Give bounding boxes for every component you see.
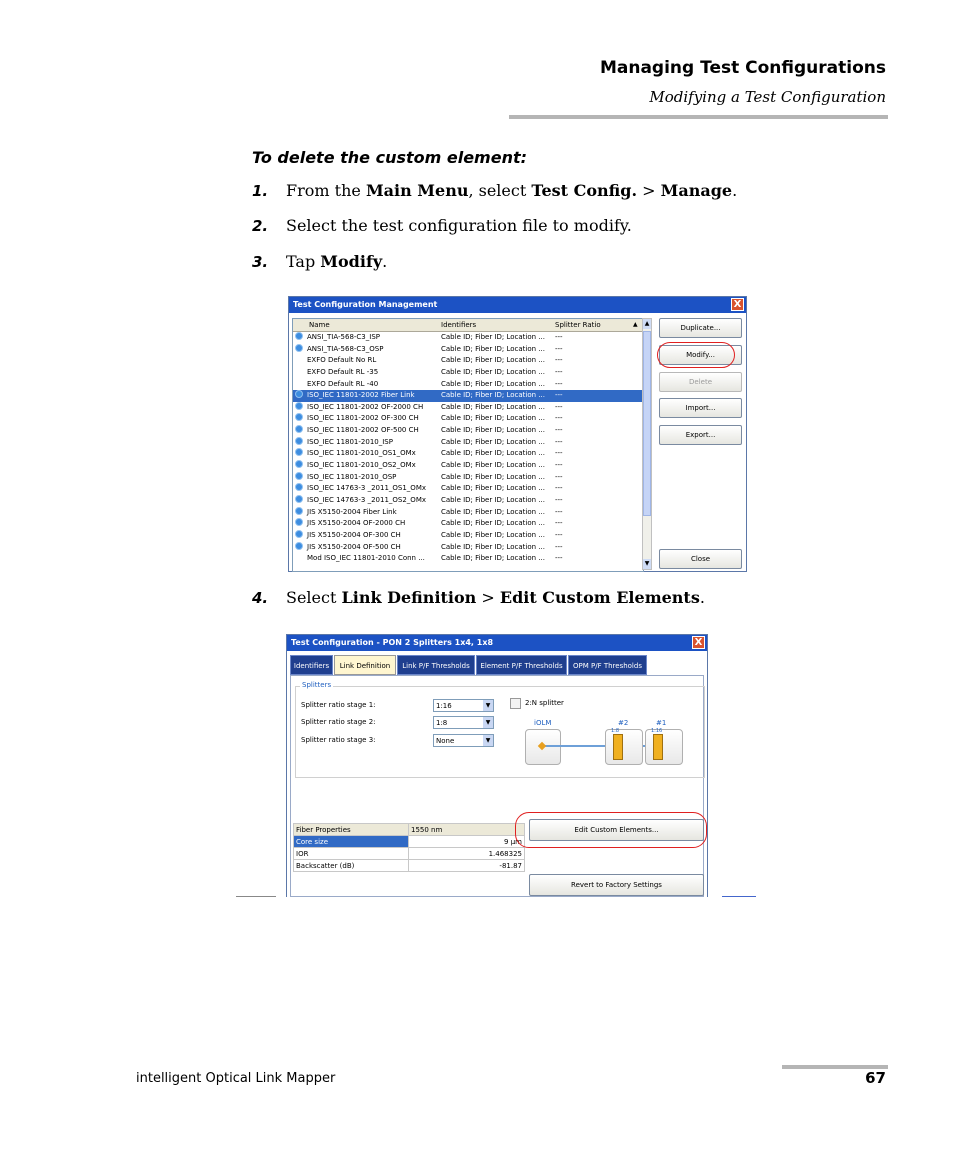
config-file-icon: [295, 542, 303, 550]
step-1: [252, 181, 772, 203]
chevron-down-icon: ▼: [483, 700, 493, 711]
table-row[interactable]: [294, 848, 525, 860]
config-file-icon: [295, 483, 303, 491]
page-header-title: Managing Test Configurations: [599, 58, 886, 78]
table-cell: Backscatter (dB): [294, 860, 409, 872]
step-number: 2.: [252, 217, 269, 235]
config-file-icon: [295, 530, 303, 538]
list-item[interactable]: [293, 355, 643, 367]
list-cell-name: ISO_IEC 11801-2002 OF-2000 CH: [307, 402, 424, 411]
list-cell-ratio: ---: [555, 402, 563, 411]
list-cell-ratio: ---: [555, 484, 563, 493]
group-label: Splitters: [302, 681, 332, 689]
list-cell-ids: Cable ID; Fiber ID; Location ...: [441, 542, 545, 551]
list-cell-name: EXFO Default RL -35: [307, 367, 379, 376]
list-cell-name: ISO_IEC 14763-3 _2011_OS2_OMx: [307, 495, 427, 504]
window-title-bar: Test Configuration Management X: [289, 297, 746, 313]
test-config-management-window: [288, 296, 747, 572]
list-cell-ids: Cable ID; Fiber ID; Location ...: [441, 402, 545, 411]
config-file-icon: [295, 437, 303, 445]
list-cell-ratio: ---: [555, 391, 563, 400]
duplicate-button[interactable]: Duplicate...: [659, 318, 742, 338]
fiber-properties-table: [293, 823, 525, 872]
close-icon[interactable]: X: [731, 298, 744, 311]
test-configuration-window: [286, 634, 708, 897]
list-item[interactable]: [293, 402, 643, 414]
two-n-splitter-label: 2:N splitter: [525, 699, 564, 707]
list-item[interactable]: [293, 553, 643, 565]
list-item[interactable]: [293, 425, 643, 437]
tab-opm-pf-thresholds[interactable]: OPM P/F Thresholds: [568, 655, 647, 675]
list-cell-name: ISO_IEC 11801-2002 OF-300 CH: [307, 414, 419, 423]
import-button[interactable]: Import...: [659, 398, 742, 418]
list-cell-ids: Cable ID; Fiber ID; Location ...: [441, 449, 545, 458]
step-number: 1.: [252, 182, 269, 200]
table-row[interactable]: [294, 836, 525, 848]
list-cell-name: ISO_IEC 11801-2002 Fiber Link: [307, 391, 415, 400]
splitters-group: [295, 681, 705, 778]
list-cell-ratio: ---: [555, 367, 563, 376]
iolm-label: iOLM: [534, 719, 552, 727]
list-cell-name: EXFO Default RL -40: [307, 379, 379, 388]
stage1-label: Splitter ratio stage 1:: [301, 701, 376, 709]
page-number: 67: [865, 1069, 886, 1087]
list-cell-ratio: ---: [555, 461, 563, 470]
list-scrollbar[interactable]: [642, 318, 652, 570]
stage2-select[interactable]: 1:8 ▼: [433, 716, 494, 729]
tab-link-pf-thresholds[interactable]: Link P/F Thresholds: [397, 655, 475, 675]
splitter-2-label: #2: [618, 719, 629, 727]
list-cell-ratio: ---: [555, 542, 563, 551]
list-cell-ratio: ---: [555, 333, 563, 341]
list-cell-name: ISO_IEC 11801-2010_OS1_OMx: [307, 449, 416, 458]
table-cell[interactable]: 1.468325: [409, 848, 525, 860]
list-item[interactable]: [293, 460, 643, 472]
list-cell-ratio: ---: [555, 495, 563, 504]
list-cell-name: ANSI_TIA-568-C3_ISP: [307, 333, 380, 341]
chevron-down-icon: ▼: [483, 735, 493, 746]
list-rows: [293, 332, 643, 565]
list-cell-ids: Cable ID; Fiber ID; Location ...: [441, 472, 545, 481]
list-item[interactable]: [293, 530, 643, 542]
header-rule: [509, 115, 888, 119]
config-file-icon: [295, 332, 303, 340]
list-cell-ratio: ---: [555, 426, 563, 435]
config-file-icon: [295, 425, 303, 433]
config-file-icon: [295, 460, 303, 468]
link-definition-panel: [290, 675, 704, 897]
stage1-select[interactable]: 1:16 ▼: [433, 699, 494, 712]
list-item[interactable]: [293, 344, 643, 356]
list-item[interactable]: [293, 472, 643, 484]
list-cell-name: ISO_IEC 11801-2010_ISP: [307, 437, 393, 446]
list-cell-ids: Cable ID; Fiber ID; Location ...: [441, 356, 545, 365]
list-cell-name: ISO_IEC 11801-2010_OSP: [307, 472, 397, 481]
step-text: Select the test configuration file to modify.: [286, 216, 632, 235]
list-item[interactable]: [293, 437, 643, 449]
table-header: 1550 nm: [409, 824, 525, 836]
step-4: [252, 588, 772, 610]
list-item[interactable]: [293, 448, 643, 460]
modify-button[interactable]: Modify...: [659, 345, 742, 365]
column-header-name[interactable]: Name: [309, 321, 330, 329]
step-number: 4.: [252, 589, 269, 607]
two-n-splitter-checkbox[interactable]: [510, 698, 521, 709]
list-cell-ids: Cable ID; Fiber ID; Location ...: [441, 391, 545, 400]
list-cell-ratio: ---: [555, 414, 563, 423]
list-cell-ratio: ---: [555, 554, 563, 563]
config-file-icon: [295, 507, 303, 515]
footer-product: intelligent Optical Link Mapper: [136, 1071, 336, 1086]
list-cell-ratio: ---: [555, 530, 563, 539]
procedure-title: To delete the custom element:: [252, 148, 528, 167]
list-cell-name: ISO_IEC 14763-3 _2011_OS1_OMx: [307, 484, 427, 493]
screenshot-edge: [236, 896, 276, 897]
window-title-bar: Test Configuration - PON 2 Splitters 1x4, 1x8 X: [287, 635, 707, 651]
column-header-identifiers[interactable]: Identifiers: [441, 321, 477, 329]
splitter-2-icon: [613, 734, 623, 760]
list-item[interactable]: [293, 507, 643, 519]
step-number: 3.: [252, 253, 269, 271]
list-cell-ids: Cable ID; Fiber ID; Location ...: [441, 519, 545, 528]
list-cell-ids: Cable ID; Fiber ID; Location ...: [441, 344, 545, 353]
list-item[interactable]: [293, 483, 643, 495]
step-3: [252, 252, 772, 274]
list-cell-ids: Cable ID; Fiber ID; Location ...: [441, 461, 545, 470]
list-cell-name: Mod ISO_IEC 11801-2010 Conn ...: [307, 554, 425, 563]
splitter-1-label: #1: [656, 719, 667, 727]
list-item[interactable]: [293, 413, 643, 425]
highlight-circle: [657, 342, 735, 368]
column-header-splitter-ratio[interactable]: Splitter Ratio: [555, 321, 601, 329]
config-file-icon: [295, 402, 303, 410]
close-icon[interactable]: X: [692, 636, 705, 649]
list-cell-ratio: ---: [555, 472, 563, 481]
page-header-subtitle: Modifying a Test Configuration: [649, 88, 886, 106]
table-header: Fiber Properties: [294, 824, 409, 836]
list-item[interactable]: [293, 542, 643, 554]
config-file-icon: [295, 518, 303, 526]
list-cell-ratio: ---: [555, 379, 563, 388]
config-file-icon: [295, 390, 303, 398]
list-item[interactable]: [293, 332, 643, 344]
tab-link-definition[interactable]: Link Definition: [334, 655, 396, 675]
list-cell-name: JIS X5150-2004 OF-2000 CH: [307, 519, 406, 528]
revert-factory-button[interactable]: Revert to Factory Settings: [529, 874, 704, 896]
list-cell-ids: Cable ID; Fiber ID; Location ...: [441, 333, 545, 341]
list-cell-ids: Cable ID; Fiber ID; Location ...: [441, 554, 545, 563]
list-cell-ids: Cable ID; Fiber ID; Location ...: [441, 414, 545, 423]
step-text: From the Main Menu, select Test Config. > Manage.: [286, 181, 738, 200]
table-header-row: [294, 824, 525, 836]
list-cell-name: JIS X5150-2004 OF-300 CH: [307, 530, 401, 539]
tab-identifiers[interactable]: Identifiers: [290, 655, 333, 675]
step-text: Select Link Definition > Edit Custom Elements.: [286, 588, 705, 607]
list-cell-ratio: ---: [555, 449, 563, 458]
step-2: [252, 216, 772, 238]
close-button[interactable]: Close: [659, 549, 742, 569]
list-cell-name: ISO_IEC 11801-2010_OS2_OMx: [307, 461, 416, 470]
table-row[interactable]: [294, 860, 525, 872]
list-cell-name: JIS X5150-2004 Fiber Link: [307, 507, 397, 516]
splitter-1-button[interactable]: [645, 729, 683, 765]
step-text: Tap Modify.: [286, 252, 388, 271]
list-cell-ratio: ---: [555, 356, 563, 365]
scroll-thumb[interactable]: [643, 331, 651, 516]
list-cell-ids: Cable ID; Fiber ID; Location ...: [441, 495, 545, 504]
scroll-down-icon[interactable]: ▼: [644, 560, 650, 567]
list-cell-name: ANSI_TIA-568-C3_OSP: [307, 344, 384, 353]
tab-element-pf-thresholds[interactable]: Element P/F Thresholds: [476, 655, 567, 675]
export-button[interactable]: Export...: [659, 425, 742, 445]
stage3-select[interactable]: None ▼: [433, 734, 494, 747]
config-file-icon: [295, 344, 303, 352]
scroll-up-icon[interactable]: ▲: [644, 320, 650, 327]
stage2-label: Splitter ratio stage 2:: [301, 718, 376, 726]
table-cell: Core size: [294, 836, 409, 848]
list-cell-ids: Cable ID; Fiber ID; Location ...: [441, 484, 545, 493]
table-cell[interactable]: -81.87: [409, 860, 525, 872]
list-item[interactable]: [293, 390, 643, 402]
list-cell-ids: Cable ID; Fiber ID; Location ...: [441, 530, 545, 539]
screenshot-edge: [722, 896, 756, 897]
chevron-down-icon: ▼: [483, 717, 493, 728]
list-cell-ids: Cable ID; Fiber ID; Location ...: [441, 426, 545, 435]
splitter-2-ratio: 1:8: [611, 728, 620, 734]
list-cell-name: JIS X5150-2004 OF-500 CH: [307, 542, 401, 551]
config-file-icon: [295, 413, 303, 421]
list-item[interactable]: [293, 367, 643, 379]
config-file-icon: [295, 448, 303, 456]
table-cell[interactable]: 9 µm: [409, 836, 525, 848]
sort-up-icon: ▲: [633, 321, 638, 328]
delete-button[interactable]: Delete: [659, 372, 742, 392]
list-header: [293, 319, 643, 332]
splitter-1-icon: [653, 734, 663, 760]
edit-custom-elements-button[interactable]: Edit Custom Elements...: [529, 819, 704, 841]
splitter-1-ratio: 1:16: [651, 728, 663, 734]
list-item[interactable]: [293, 518, 643, 530]
list-item[interactable]: [293, 495, 643, 507]
list-cell-name: EXFO Default No RL: [307, 356, 377, 365]
list-item[interactable]: [293, 379, 643, 391]
list-cell-ratio: ---: [555, 437, 563, 446]
list-cell-ratio: ---: [555, 344, 563, 353]
list-cell-ids: Cable ID; Fiber ID; Location ...: [441, 437, 545, 446]
list-cell-ids: Cable ID; Fiber ID; Location ...: [441, 379, 545, 388]
config-file-icon: [295, 472, 303, 480]
config-list[interactable]: [292, 318, 644, 572]
highlight-circle: [515, 812, 707, 848]
table-cell: IOR: [294, 848, 409, 860]
list-cell-ratio: ---: [555, 507, 563, 516]
splitter-2-button[interactable]: [605, 729, 643, 765]
config-file-icon: [295, 495, 303, 503]
list-cell-ids: Cable ID; Fiber ID; Location ...: [441, 367, 545, 376]
list-cell-ids: Cable ID; Fiber ID; Location ...: [441, 507, 545, 516]
list-cell-ratio: ---: [555, 519, 563, 528]
stage3-label: Splitter ratio stage 3:: [301, 736, 376, 744]
list-cell-name: ISO_IEC 11801-2002 OF-500 CH: [307, 426, 419, 435]
